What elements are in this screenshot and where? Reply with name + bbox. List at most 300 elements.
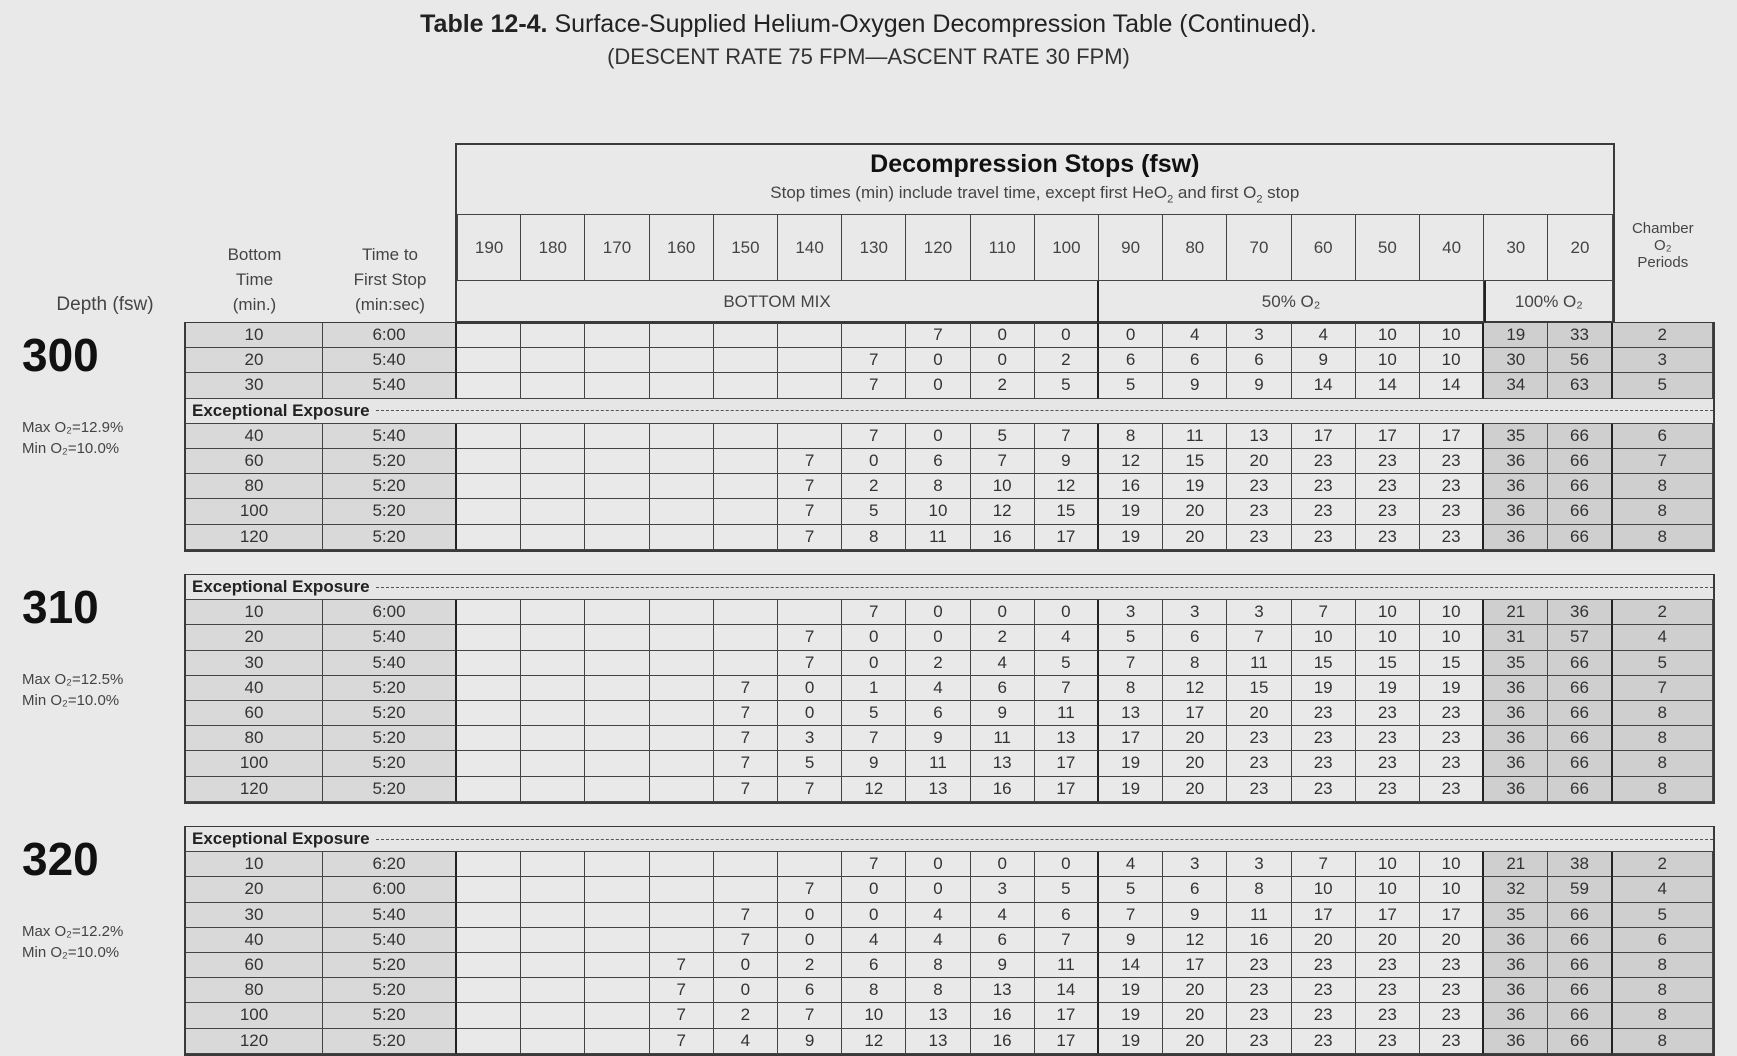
stop-time-cell: 23: [1227, 978, 1291, 1003]
stop-time-cell: 4: [906, 903, 970, 928]
bottom-time-cell: 40: [186, 676, 323, 701]
time-to-first-stop-cell: 5:20: [323, 1003, 457, 1028]
stop-time-cell: 13: [1035, 726, 1099, 751]
stop-time-cell: [714, 877, 778, 902]
stop-time-cell: 33: [1548, 323, 1612, 348]
stop-time-cell: 17: [1420, 424, 1484, 449]
stop-time-cell: 23: [1420, 701, 1484, 726]
stop-time-cell: 23: [1227, 726, 1291, 751]
stop-time-cell: 20: [1356, 928, 1420, 953]
stop-time-cell: [714, 348, 778, 373]
stop-time-cell: 0: [906, 373, 970, 398]
bottom-time-header: Bottom: [227, 245, 282, 264]
bottom-time-cell: 20: [186, 348, 323, 373]
stop-time-cell: [650, 726, 714, 751]
stop-time-cell: 12: [1163, 928, 1227, 953]
stop-time-cell: 3: [1163, 600, 1227, 625]
stop-time-cell: [457, 499, 521, 524]
bottom-time-cell: 30: [186, 903, 323, 928]
stop-time-cell: [650, 474, 714, 499]
stop-depth-header: 170: [585, 214, 649, 281]
stop-time-cell: 6: [971, 928, 1035, 953]
stop-time-cell: 19: [1099, 1003, 1163, 1028]
stop-time-cell: 4: [906, 928, 970, 953]
stop-time-cell: 23: [1420, 499, 1484, 524]
stop-time-cell: 10: [1420, 852, 1484, 877]
stop-time-cell: 7: [906, 323, 970, 348]
stop-time-cell: 66: [1548, 1003, 1612, 1028]
min-o2: Min O₂=10.0%: [22, 692, 120, 710]
chamber-o2-periods-cell: 7: [1613, 449, 1713, 474]
stop-time-cell: 36: [1484, 1029, 1548, 1054]
stop-time-cell: 9: [842, 751, 906, 776]
stop-time-cell: 0: [1035, 600, 1099, 625]
stop-time-cell: 7: [1099, 903, 1163, 928]
stop-time-cell: 2: [842, 474, 906, 499]
stop-time-cell: 7: [714, 928, 778, 953]
time-to-first-stop-cell: 6:00: [323, 323, 457, 348]
stop-time-cell: [585, 676, 649, 701]
stop-time-cell: 23: [1227, 751, 1291, 776]
bottom-time-cell: 40: [186, 928, 323, 953]
stop-time-cell: 13: [971, 751, 1035, 776]
stop-time-cell: [585, 373, 649, 398]
stop-time-cell: 19: [1420, 676, 1484, 701]
stop-time-cell: 23: [1227, 953, 1291, 978]
stop-time-cell: 19: [1099, 1029, 1163, 1054]
stop-time-cell: [457, 424, 521, 449]
stop-time-cell: 17: [1163, 953, 1227, 978]
stop-time-cell: 14: [1035, 978, 1099, 1003]
stop-time-cell: 10: [1356, 877, 1420, 902]
stop-time-cell: 5: [1035, 877, 1099, 902]
stop-time-cell: 16: [971, 525, 1035, 550]
stop-time-cell: 4: [842, 928, 906, 953]
stop-time-cell: 6: [1099, 348, 1163, 373]
stop-time-cell: [778, 348, 842, 373]
stop-time-cell: 7: [842, 424, 906, 449]
stop-time-cell: 5: [842, 701, 906, 726]
stop-time-cell: 7: [778, 525, 842, 550]
time-to-first-stop-cell: 5:20: [323, 676, 457, 701]
stop-time-cell: 5: [778, 751, 842, 776]
stop-time-cell: 66: [1548, 449, 1612, 474]
stop-time-cell: 36: [1484, 676, 1548, 701]
bottom-time-cell: 60: [186, 953, 323, 978]
stop-time-cell: 7: [650, 978, 714, 1003]
stop-time-cell: 17: [1356, 903, 1420, 928]
stop-time-cell: 13: [971, 978, 1035, 1003]
stop-time-cell: 12: [1163, 676, 1227, 701]
stop-time-cell: 7: [714, 676, 778, 701]
chamber-o2-periods-cell: 8: [1613, 751, 1713, 776]
chamber-o2-periods-cell: 4: [1613, 625, 1713, 650]
bottom-time-cell: 100: [186, 751, 323, 776]
stop-time-cell: 3: [778, 726, 842, 751]
chamber-o2-periods-cell: 8: [1613, 978, 1713, 1003]
stop-time-cell: [521, 323, 585, 348]
stop-time-cell: 11: [1227, 903, 1291, 928]
stop-time-cell: 23: [1356, 751, 1420, 776]
dashed-rule: [376, 410, 1713, 411]
stop-time-cell: [457, 625, 521, 650]
stop-depth-header: 50: [1356, 214, 1420, 281]
bottom-time-cell: 10: [186, 323, 323, 348]
stop-time-cell: 36: [1484, 701, 1548, 726]
stop-time-cell: 7: [778, 474, 842, 499]
time-to-first-stop-cell: 5:20: [323, 978, 457, 1003]
stop-time-cell: 10: [1356, 323, 1420, 348]
stop-time-cell: 23: [1292, 751, 1356, 776]
stop-time-cell: 12: [971, 499, 1035, 524]
stop-time-cell: 23: [1420, 777, 1484, 802]
stop-time-cell: 11: [1163, 424, 1227, 449]
chamber-o2-periods-cell: 6: [1613, 928, 1713, 953]
bottom-time-cell: 20: [186, 625, 323, 650]
stop-time-cell: [585, 777, 649, 802]
stop-time-cell: 1: [842, 676, 906, 701]
stop-time-cell: [585, 449, 649, 474]
stop-time-cell: 15: [1292, 651, 1356, 676]
stop-time-cell: [521, 877, 585, 902]
stop-time-cell: [521, 852, 585, 877]
time-to-first-stop-cell: 5:20: [323, 499, 457, 524]
max-o2: Max O₂=12.5%: [22, 671, 124, 689]
stop-time-cell: [521, 978, 585, 1003]
stop-time-cell: 36: [1548, 600, 1612, 625]
time-to-first-stop-cell: 6:20: [323, 852, 457, 877]
stop-time-cell: 0: [1099, 323, 1163, 348]
stop-time-cell: 0: [906, 348, 970, 373]
stop-time-cell: 6: [778, 978, 842, 1003]
stop-time-cell: 7: [1292, 852, 1356, 877]
stop-time-cell: 7: [842, 600, 906, 625]
stop-time-cell: [585, 600, 649, 625]
stop-time-cell: [714, 373, 778, 398]
stop-time-cell: 23: [1356, 978, 1420, 1003]
stop-time-cell: 10: [906, 499, 970, 524]
stop-time-cell: 20: [1292, 928, 1356, 953]
stop-time-cell: 10: [1356, 625, 1420, 650]
time-to-first-stop-cell: 5:20: [323, 777, 457, 802]
stop-time-cell: 0: [842, 903, 906, 928]
stop-time-cell: 3: [1227, 323, 1291, 348]
stop-time-cell: 0: [1035, 852, 1099, 877]
stop-time-cell: [650, 424, 714, 449]
chamber-o2-periods-cell: 3: [1613, 348, 1713, 373]
stop-time-cell: 17: [1099, 726, 1163, 751]
stop-time-cell: [714, 474, 778, 499]
stop-time-cell: [585, 701, 649, 726]
stop-time-cell: 7: [714, 751, 778, 776]
stop-time-cell: 5: [1099, 373, 1163, 398]
stop-time-cell: 36: [1484, 474, 1548, 499]
time-to-first-stop-cell: 5:20: [323, 1029, 457, 1054]
stop-time-cell: 3: [1163, 852, 1227, 877]
stop-depth-header: 20: [1548, 214, 1612, 281]
stop-time-cell: 2: [971, 373, 1035, 398]
chamber-o2-periods-cell: 2: [1613, 600, 1713, 625]
stop-time-cell: 2: [778, 953, 842, 978]
stop-time-cell: 14: [1292, 373, 1356, 398]
bottom-time-cell: 120: [186, 777, 323, 802]
stop-time-cell: 66: [1548, 474, 1612, 499]
stop-time-cell: 23: [1292, 525, 1356, 550]
stop-time-cell: [457, 978, 521, 1003]
time-to-first-stop-cell: 5:20: [323, 726, 457, 751]
bottom-time-cell: 10: [186, 600, 323, 625]
time-to-first-stop-cell: 5:20: [323, 701, 457, 726]
time-to-first-stop-header: (min:sec): [355, 295, 425, 314]
chamber-o2-periods-cell: 8: [1613, 525, 1713, 550]
stop-time-cell: 30: [1484, 348, 1548, 373]
stop-time-cell: [585, 525, 649, 550]
chamber-o2-periods-cell: 8: [1613, 499, 1713, 524]
stop-time-cell: 13: [906, 777, 970, 802]
stop-depth-header: 120: [906, 214, 970, 281]
chamber-o2-periods-cell: 8: [1613, 953, 1713, 978]
stop-time-cell: [650, 525, 714, 550]
stop-time-cell: [521, 1029, 585, 1054]
table-title-text: Surface-Supplied Helium-Oxygen Decompression Table (Continued).: [554, 10, 1317, 38]
stop-time-cell: 0: [906, 625, 970, 650]
stop-time-cell: [585, 499, 649, 524]
stop-time-cell: 56: [1548, 348, 1612, 373]
stop-time-cell: 23: [1356, 1003, 1420, 1028]
stop-time-cell: 23: [1356, 953, 1420, 978]
chamber-o2-periods-cell: 4: [1613, 877, 1713, 902]
chamber-o2-periods-cell: 8: [1613, 701, 1713, 726]
stop-time-cell: 5: [1099, 625, 1163, 650]
time-to-first-stop-cell: 5:20: [323, 953, 457, 978]
stop-time-cell: 5: [1035, 651, 1099, 676]
stop-depth-header: 110: [971, 214, 1035, 281]
stop-time-cell: [714, 651, 778, 676]
stop-time-cell: [714, 424, 778, 449]
stop-time-cell: [714, 525, 778, 550]
decomp-sub-part: Stop times (min) include travel time, except first HeO: [770, 183, 1168, 202]
stop-time-cell: 13: [906, 1003, 970, 1028]
table-title: [0, 10, 1737, 39]
stop-time-cell: 36: [1484, 928, 1548, 953]
stop-time-cell: [714, 449, 778, 474]
stop-time-cell: [521, 726, 585, 751]
stop-time-cell: 7: [714, 903, 778, 928]
stop-time-cell: 19: [1356, 676, 1420, 701]
stop-time-cell: 23: [1356, 726, 1420, 751]
stop-time-cell: 8: [1163, 651, 1227, 676]
stop-time-cell: 16: [971, 1029, 1035, 1054]
stop-time-cell: [585, 726, 649, 751]
time-to-first-stop-cell: 5:40: [323, 625, 457, 650]
stop-time-cell: [778, 852, 842, 877]
time-to-first-stop-cell: 5:40: [323, 373, 457, 398]
stop-time-cell: 66: [1548, 424, 1612, 449]
stop-time-cell: 0: [1035, 323, 1099, 348]
decomp-sub-part: and first O: [1173, 183, 1257, 202]
stop-time-cell: 19: [1484, 323, 1548, 348]
stop-time-cell: 7: [1035, 676, 1099, 701]
stop-time-cell: 6: [1227, 348, 1291, 373]
stop-time-cell: 14: [1356, 373, 1420, 398]
stop-time-cell: 66: [1548, 978, 1612, 1003]
stop-time-cell: 6: [1035, 903, 1099, 928]
dashed-rule: [376, 587, 1713, 588]
stop-time-cell: 23: [1227, 474, 1291, 499]
bottom-time-cell: 80: [186, 474, 323, 499]
bottom-time-cell: 100: [186, 1003, 323, 1028]
stop-depth-header: 40: [1420, 214, 1484, 281]
stop-time-cell: 23: [1420, 1029, 1484, 1054]
stop-time-cell: [585, 978, 649, 1003]
stop-time-cell: 0: [906, 424, 970, 449]
stop-time-cell: 0: [906, 852, 970, 877]
bottom-mix-label: BOTTOM MIX: [457, 281, 1099, 323]
stop-time-cell: 5: [1035, 373, 1099, 398]
stop-time-cell: [650, 625, 714, 650]
stop-time-cell: 4: [1163, 323, 1227, 348]
stop-time-cell: 16: [971, 1003, 1035, 1028]
stop-time-cell: 7: [1292, 600, 1356, 625]
stop-time-cell: 4: [1099, 852, 1163, 877]
time-to-first-stop-cell: 5:20: [323, 525, 457, 550]
stop-time-cell: 10: [1356, 852, 1420, 877]
stop-time-cell: [585, 877, 649, 902]
stop-time-cell: 7: [650, 953, 714, 978]
stop-time-cell: [585, 651, 649, 676]
stop-time-cell: [650, 903, 714, 928]
stop-time-cell: 8: [842, 525, 906, 550]
stop-time-cell: [521, 651, 585, 676]
depth-value: 310: [22, 581, 99, 633]
stop-time-cell: 32: [1484, 877, 1548, 902]
dashed-rule: [376, 839, 1713, 840]
time-to-first-stop-cell: 5:40: [323, 928, 457, 953]
stop-time-cell: 23: [1420, 474, 1484, 499]
stop-time-cell: 0: [906, 877, 970, 902]
stop-time-cell: 36: [1484, 978, 1548, 1003]
hundred-percent-o2-label: 100% O₂: [1484, 281, 1612, 323]
stop-time-cell: 66: [1548, 1029, 1612, 1054]
stop-time-cell: 11: [971, 726, 1035, 751]
bottom-time-cell: 10: [186, 852, 323, 877]
stop-time-cell: 6: [842, 953, 906, 978]
stop-time-cell: 36: [1484, 525, 1548, 550]
chamber-o2-periods-cell: 6: [1613, 424, 1713, 449]
stop-time-cell: [650, 449, 714, 474]
stop-time-cell: 36: [1484, 953, 1548, 978]
stop-time-cell: 19: [1292, 676, 1356, 701]
stop-time-cell: [585, 424, 649, 449]
stop-time-cell: 23: [1292, 777, 1356, 802]
stop-time-cell: [650, 651, 714, 676]
stop-time-cell: [457, 676, 521, 701]
stop-time-cell: [650, 751, 714, 776]
stop-time-cell: 2: [1035, 348, 1099, 373]
chamber-o2-periods-cell: 5: [1613, 903, 1713, 928]
stop-time-cell: 15: [1227, 676, 1291, 701]
time-to-first-stop-cell: 5:20: [323, 449, 457, 474]
stop-time-cell: 8: [906, 953, 970, 978]
chamber-o2-periods-cell: 5: [1613, 373, 1713, 398]
stop-time-cell: 23: [1292, 449, 1356, 474]
stop-time-cell: 17: [1420, 903, 1484, 928]
stop-time-cell: [650, 701, 714, 726]
stop-time-cell: [457, 449, 521, 474]
stop-time-cell: 19: [1099, 525, 1163, 550]
stop-time-cell: 7: [714, 701, 778, 726]
stop-time-cell: 7: [778, 625, 842, 650]
stop-time-cell: 0: [778, 701, 842, 726]
bottom-time-cell: 120: [186, 525, 323, 550]
stop-time-cell: 23: [1292, 953, 1356, 978]
stop-time-cell: 10: [1420, 625, 1484, 650]
stop-time-cell: [585, 1029, 649, 1054]
stop-time-cell: [585, 928, 649, 953]
stop-time-cell: [650, 777, 714, 802]
stop-time-cell: 7: [1227, 625, 1291, 650]
stop-depth-header: 100: [1035, 214, 1099, 281]
fifty-percent-o2-label: 50% O₂: [1099, 281, 1484, 323]
bottom-time-cell: 120: [186, 1029, 323, 1054]
bottom-time-cell: 60: [186, 701, 323, 726]
stop-time-cell: 66: [1548, 651, 1612, 676]
stop-time-cell: 20: [1163, 525, 1227, 550]
stop-time-cell: 7: [778, 777, 842, 802]
stop-time-cell: 23: [1227, 499, 1291, 524]
stop-depth-header: 160: [650, 214, 714, 281]
stop-time-cell: 11: [906, 525, 970, 550]
stop-time-cell: 15: [1163, 449, 1227, 474]
stop-time-cell: [650, 499, 714, 524]
time-to-first-stop-cell: 5:40: [323, 651, 457, 676]
stop-depth-header: 150: [714, 214, 778, 281]
stop-time-cell: 10: [1292, 877, 1356, 902]
stop-time-cell: 21: [1484, 600, 1548, 625]
stop-time-cell: [521, 449, 585, 474]
stop-time-cell: 23: [1356, 701, 1420, 726]
stop-time-cell: [457, 903, 521, 928]
stop-time-cell: [457, 852, 521, 877]
stop-time-cell: 15: [1035, 499, 1099, 524]
stop-time-cell: 6: [1163, 625, 1227, 650]
stop-time-cell: [457, 953, 521, 978]
stop-time-cell: 3: [1227, 852, 1291, 877]
stop-time-cell: 15: [1356, 651, 1420, 676]
stop-time-cell: [521, 903, 585, 928]
stop-time-cell: 9: [1227, 373, 1291, 398]
stop-time-cell: [778, 600, 842, 625]
stop-time-cell: [457, 525, 521, 550]
time-to-first-stop-header: Time to: [361, 245, 419, 264]
stop-time-cell: 0: [906, 600, 970, 625]
stop-time-cell: [457, 1003, 521, 1028]
stop-time-cell: 19: [1099, 777, 1163, 802]
stop-time-cell: 35: [1484, 651, 1548, 676]
chamber-o2-periods-cell: 8: [1613, 777, 1713, 802]
stop-time-cell: [585, 625, 649, 650]
time-to-first-stop-cell: 6:00: [323, 877, 457, 902]
stop-time-cell: 17: [1035, 525, 1099, 550]
stop-time-cell: 12: [1035, 474, 1099, 499]
stop-time-cell: [521, 701, 585, 726]
stop-time-cell: 2: [906, 651, 970, 676]
stop-time-cell: 5: [842, 499, 906, 524]
stop-time-cell: 7: [778, 449, 842, 474]
stop-time-cell: [714, 499, 778, 524]
stop-time-cell: 6: [906, 449, 970, 474]
stop-time-cell: [457, 323, 521, 348]
